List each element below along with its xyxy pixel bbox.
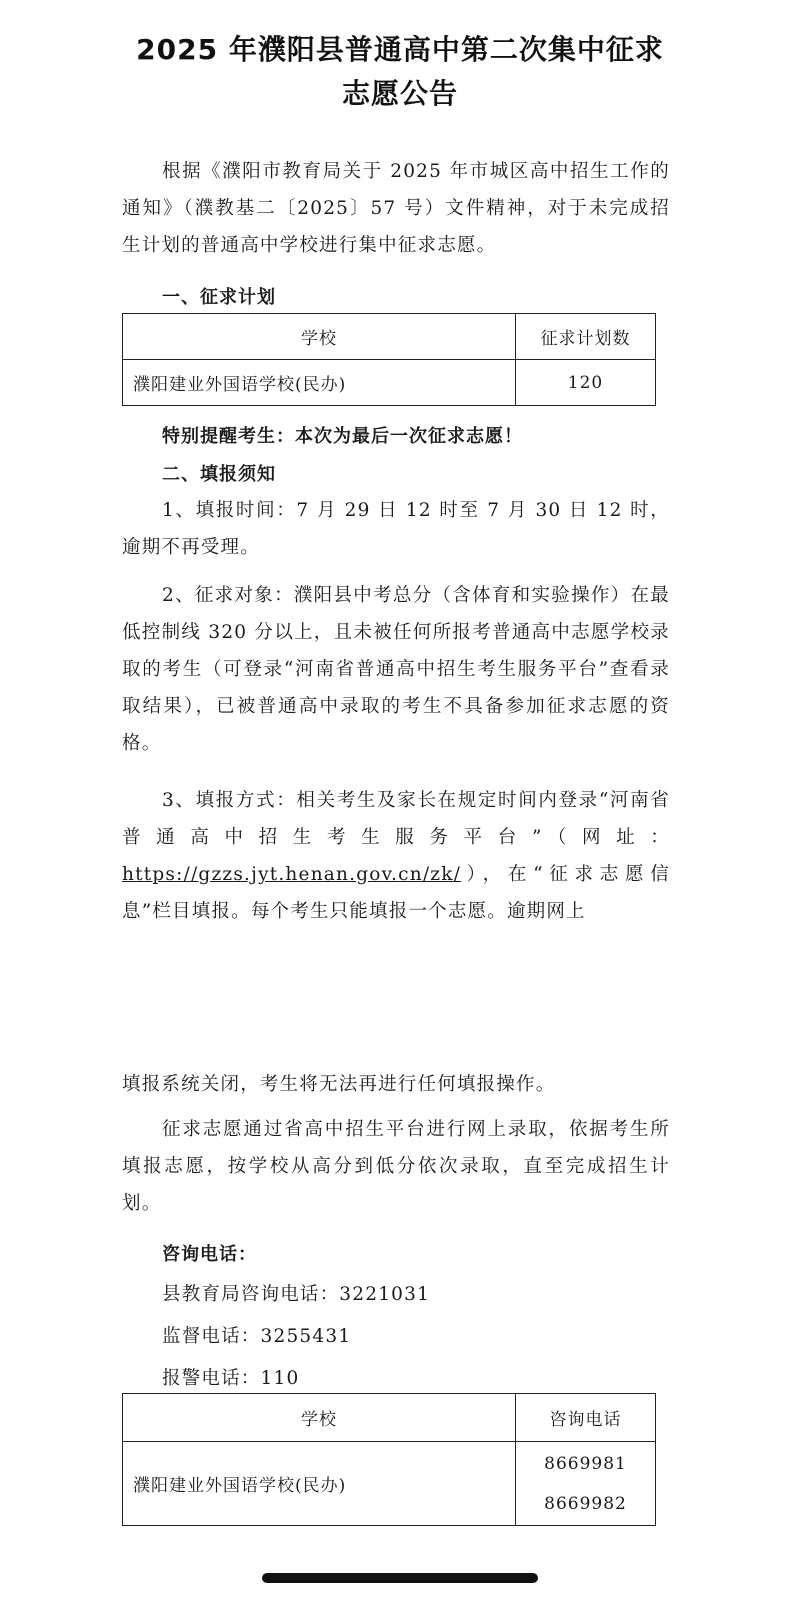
home-indicator-bar[interactable]	[262, 1573, 538, 1583]
contact-phone-2: 8669982	[544, 1493, 627, 1514]
police-phone: 报警电话：110	[162, 1368, 300, 1389]
instruction-method-text: 3、填报方式：相关考生及家长在规定时间内登录“河南省普通高中招生考生服务平台”（网址：	[122, 790, 670, 848]
intro-paragraph: 根据《濮阳市教育局关于 2025 年市城区高中招生工作的通知》（濮教基二〔2025〕57 号）文件精神，对于未完成招生计划的普通高中学校进行集中征求志愿。	[122, 161, 670, 256]
plan-table-header-row	[123, 314, 656, 360]
contact-header-school: 学校	[123, 1394, 516, 1442]
instruction-time: 1、填报时间：7 月 29 日 12 时至 7 月 30 日 12 时，逾期不再受理。	[122, 500, 670, 558]
admission-paragraph: 征求志愿通过省高中招生平台进行网上录取，依据考生所填报志愿，按学校从高分到低分依次录取，直至完成招生计划。	[122, 1119, 670, 1214]
page-title-line-2: 志愿公告	[341, 77, 458, 110]
final-reminder: 特别提醒考生：本次为最后一次征求志愿！	[162, 426, 523, 447]
contact-cell-school: 濮阳建业外国语学校(民办)	[123, 1442, 516, 1526]
platform-url-link[interactable]: https://gzzs.jyt.henan.gov.cn/zk/	[122, 864, 462, 885]
plan-cell-quota: 120	[516, 360, 656, 406]
contact-heading: 咨询电话：	[162, 1244, 257, 1265]
plan-header-school: 学校	[123, 314, 516, 360]
contact-table-header-row	[123, 1394, 656, 1442]
instruction-method	[122, 782, 670, 930]
instruction-method-continued: 填报系统关闭，考生将无法再进行任何填报操作。	[122, 1074, 556, 1095]
page-title-line-1: 2025 年濮阳县普通高中第二次集中征求	[136, 33, 664, 66]
plan-table	[122, 313, 656, 406]
contact-header-phone: 咨询电话	[516, 1394, 656, 1442]
contact-cell-phones	[516, 1442, 656, 1526]
contact-table	[122, 1393, 656, 1526]
section-instructions-heading: 二、填报须知	[162, 464, 276, 485]
contact-phone-1: 8669981	[544, 1453, 627, 1474]
section-plan-heading: 一、征求计划	[162, 287, 276, 308]
table-row	[123, 1442, 656, 1526]
bureau-phone: 县教育局咨询电话：3221031	[162, 1284, 431, 1305]
instruction-eligibility: 2、征求对象：濮阳县中考总分（含体育和实验操作）在最低控制线 320 分以上，且未被任何所报考普通高中志愿学校录取的考生（可登录“河南省普通高中招生考生服务平台”查看录取结果），已被普通高中录取的考生不具备参加征求志愿的资格。	[122, 585, 670, 754]
instruction-method-text-end: ），在“征求志愿信息”栏目填报。每个考生只能填报一个志愿。逾期网上	[122, 864, 670, 922]
table-row	[123, 360, 656, 406]
plan-cell-school: 濮阳建业外国语学校(民办)	[123, 360, 516, 406]
plan-header-quota: 征求计划数	[516, 314, 656, 360]
supervision-phone: 监督电话：3255431	[162, 1326, 352, 1347]
